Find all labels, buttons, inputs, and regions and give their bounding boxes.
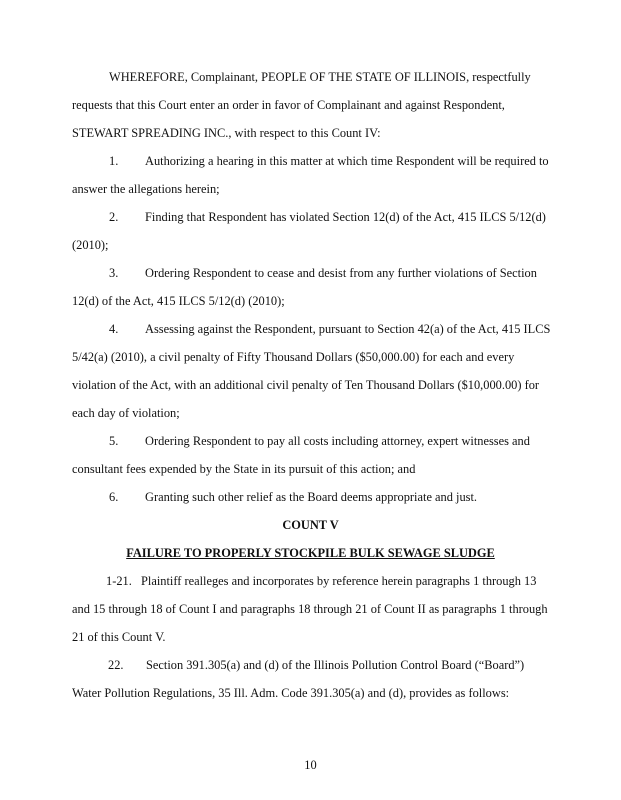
count-title: FAILURE TO PROPERLY STOCKPILE BULK SEWAGE SLUDGE xyxy=(126,546,495,560)
item-4-line-1: Assessing against the Respondent, pursuant to Section 42(a) of the Act, 415 ILCS xyxy=(145,322,551,336)
page-number: 10 xyxy=(304,758,317,772)
wherefore-line-2: requests that this Court enter an order in favor of Complainant and against Respondent, xyxy=(72,98,505,112)
item-2-line-1: Finding that Respondent has violated Section 12(d) of the Act, 415 ILCS 5/12(d) xyxy=(145,210,546,224)
item-2-line-2: (2010); xyxy=(72,238,109,252)
para-1-21-line-2: and 15 through 18 of Count I and paragraphs 18 through 21 of Count II as paragraphs 1 through xyxy=(72,602,548,616)
item-4-line-4: each day of violation; xyxy=(72,406,180,420)
para-22-line-2: Water Pollution Regulations, 35 Ill. Adm. Code 391.305(a) and (d), provides as follows: xyxy=(72,686,510,700)
item-3-line-2: 12(d) of the Act, 415 ILCS 5/12(d) (2010); xyxy=(72,294,285,308)
para-1-21-number: 1-21. xyxy=(106,574,132,588)
item-6-number: 6. xyxy=(109,490,119,504)
item-5-number: 5. xyxy=(109,434,119,448)
item-4-line-3: violation of the Act, with an additional civil penalty of Ten Thousand Dollars ($10,000.00) for xyxy=(72,378,540,392)
para-1-21-line-1: Plaintiff realleges and incorporates by reference herein paragraphs 1 through 13 xyxy=(141,574,537,588)
count-heading: COUNT V xyxy=(282,518,339,532)
item-4-number: 4. xyxy=(109,322,119,336)
item-6-line-1: Granting such other relief as the Board deems appropriate and just. xyxy=(145,490,478,504)
count-title-wrap xyxy=(0,546,621,560)
wherefore-line-3: STEWART SPREADING INC., with respect to this Count IV: xyxy=(72,126,381,140)
item-5-line-1: Ordering Respondent to pay all costs including attorney, expert witnesses and xyxy=(145,434,530,448)
para-22-number: 22. xyxy=(108,658,124,672)
item-5-line-2: consultant fees expended by the State in its pursuit of this action; and xyxy=(72,462,416,476)
item-3-line-1: Ordering Respondent to cease and desist from any further violations of Section xyxy=(145,266,537,280)
item-4-line-2: 5/42(a) (2010), a civil penalty of Fifty Thousand Dollars ($50,000.00) for each and every xyxy=(72,350,515,364)
item-3-number: 3. xyxy=(109,266,119,280)
item-2-number: 2. xyxy=(109,210,119,224)
para-22-line-1: Section 391.305(a) and (d) of the Illinois Pollution Control Board (“Board”) xyxy=(146,658,525,672)
para-1-21-line-3: 21 of this Count V. xyxy=(72,630,166,644)
item-1-line-2: answer the allegations herein; xyxy=(72,182,220,196)
item-1-line-1: Authorizing a hearing in this matter at which time Respondent will be required to xyxy=(145,154,549,168)
wherefore-line-1: WHEREFORE, Complainant, PEOPLE OF THE STATE OF ILLINOIS, respectfully xyxy=(109,70,531,84)
item-1-number: 1. xyxy=(109,154,119,168)
